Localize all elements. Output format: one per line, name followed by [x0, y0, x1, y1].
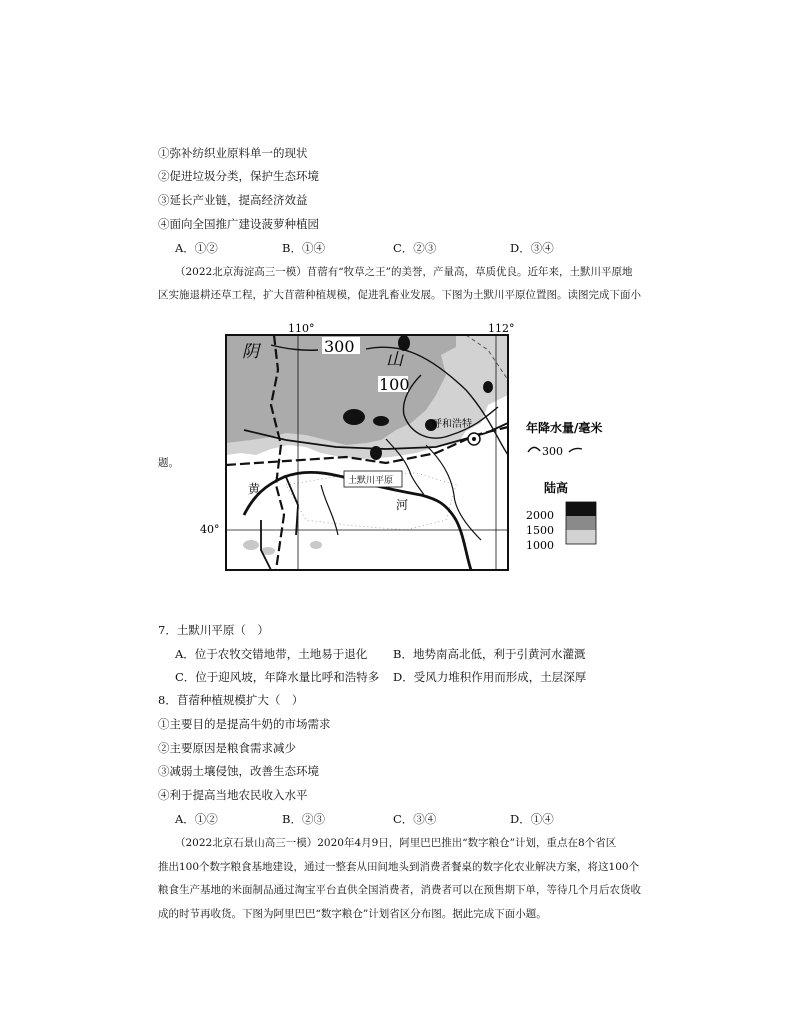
- q8-item: ③减弱土壤侵蚀，改善生态环境: [158, 764, 319, 778]
- top-list-item: ④面向全国推广建设菠萝种植园: [158, 217, 319, 231]
- elevation-2000-spot: [373, 416, 389, 426]
- top-list-item: ③延长产业链，提高经济效益: [158, 193, 308, 207]
- intro1-line: 题。: [158, 457, 179, 469]
- elevation-2000-spot: [483, 381, 493, 393]
- elevation-1000-spot: [243, 540, 259, 550]
- label-huang: 黄: [248, 482, 261, 496]
- isohyet-100-label: 100: [379, 375, 410, 394]
- legend-swatch-2000: [566, 502, 596, 516]
- q8-item: ②主要原因是粮食需求减少: [158, 741, 296, 755]
- lon-label-112: 112°: [488, 322, 515, 335]
- road: [261, 477, 298, 570]
- legend-elev-1000: 1000: [526, 539, 554, 552]
- q8-stem: 8．苜蓿种植规模扩大（ ）: [158, 693, 304, 707]
- legend-elev-2000: 2000: [526, 509, 554, 522]
- legend-precip-value: 300: [542, 445, 563, 458]
- river-tributary: [321, 485, 338, 535]
- lat-label-40: 40°: [200, 523, 220, 536]
- map-legend: [526, 420, 602, 552]
- label-yin: 阴: [242, 342, 259, 362]
- intro2-line: 粮食生产基地的米面制品通过淘宝平台直供全国消费者，消费者可以在预售期下单，等待几个月后农货收: [158, 884, 641, 896]
- q7-stem: 7．土默川平原（ ）: [158, 623, 269, 637]
- label-shan: 山: [386, 350, 403, 370]
- label-plain: 土默川平原: [348, 476, 394, 486]
- legend-elev-1500: 1500: [526, 524, 554, 537]
- q7-option-c: C．位于迎风坡，年降水量比呼和浩特多: [175, 670, 380, 684]
- label-he: 河: [396, 498, 409, 512]
- legend-elev-title: 陆高: [544, 481, 569, 495]
- top-list-item: ②促进垃圾分类，保护生态环境: [158, 169, 319, 183]
- q7-option-d: D．受风力堆积作用而形成，土层深厚: [393, 670, 587, 684]
- intro2-line: 成的时节再收货。下图为阿里巴巴“数字粮仓”计划省区分布图。据此完成下面小题。: [158, 908, 547, 920]
- lon-label-110: 110°: [288, 322, 315, 335]
- q8-choice-d: D．①④: [510, 812, 554, 826]
- top-choice-a: A．①②: [175, 241, 218, 255]
- intro1-line: （2022北京海淀高三一模）苜蓿有“牧草之王”的美誉，产量高，草质优良。近年来，土默川平原地: [175, 266, 633, 278]
- q8-choice-b: B．②③: [282, 812, 325, 826]
- q7-option-a: A．位于农牧交错地带，土地易于退化: [175, 647, 368, 661]
- q8-item: ①主要目的是提高牛奶的市场需求: [158, 717, 331, 731]
- top-choice-c: C．②③: [393, 241, 437, 255]
- q8-choice-c: C．③④: [393, 812, 437, 826]
- legend-isohyet-symbol-tail: [569, 448, 582, 452]
- legend-swatch-1000: [566, 530, 596, 544]
- top-choice-b: B．①④: [282, 241, 325, 255]
- city-marker-dot-icon: [472, 437, 476, 441]
- tumochuan-location-map: [200, 320, 626, 590]
- top-list-item: ①弥补纺织业原料单一的现状: [158, 146, 308, 160]
- q8-item: ④利于提高当地农民收入水平: [158, 788, 308, 802]
- legend-precip-title: 年降水量/毫米: [526, 421, 603, 435]
- elevation-1000-spot: [310, 541, 322, 549]
- legend-swatch-1500: [566, 516, 596, 530]
- isohyet-300-label: 300: [324, 337, 355, 356]
- q8-choice-a: A．①②: [175, 812, 218, 826]
- elevation-2000-spot: [343, 409, 365, 425]
- intro2-line: 推出100个数字粮食基地建设，通过一整套从田间地头到消费者餐桌的数字化农业解决方案，将这100个: [158, 861, 640, 873]
- intro2-line: （2022北京石景山高三一模）2020年4月9日，阿里巴巴推出“数字粮仓”计划，重点在8个省区: [175, 837, 617, 849]
- river-tributary: [426, 445, 481, 540]
- top-choice-d: D．③④: [510, 241, 554, 255]
- legend-isohyet-symbol: [528, 447, 540, 452]
- label-hohhot: 呼和浩特: [432, 419, 472, 430]
- q7-option-b: B．地势南高北低，利于引黄河水灌溉: [393, 647, 586, 661]
- intro1-line: 区实施退耕还草工程，扩大苜蓿种植规模，促进乳畜业发展。下图为土默川平原位置图。读图完成下面小: [158, 289, 641, 301]
